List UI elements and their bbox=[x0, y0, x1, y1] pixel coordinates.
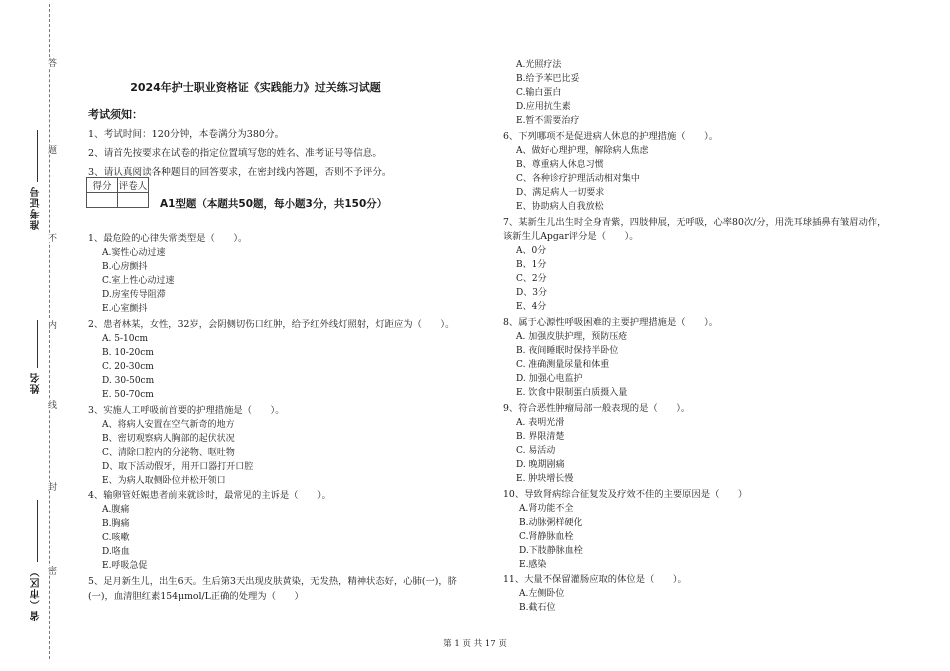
question-stem: 2、患者林某，女性，32岁，会阴侧切伤口红肿，给予红外线灯照射，灯距应为（ ）。 bbox=[88, 319, 455, 330]
score-table bbox=[86, 177, 149, 208]
question-option: C、各种诊疗护理活动相对集中 bbox=[516, 174, 640, 184]
question-option: B、1分 bbox=[516, 260, 547, 270]
question-option: D.咯血 bbox=[102, 547, 130, 557]
notice-item: 2、请首先按要求在试卷的指定位置填写您的姓名、准考证号等信息。 bbox=[88, 148, 382, 159]
field-label-name: 姓名 bbox=[31, 372, 42, 394]
question-option: B. 10-20cm bbox=[102, 348, 154, 358]
question-option: B.截石位 bbox=[519, 603, 556, 613]
field-line-exam-id[interactable] bbox=[37, 130, 38, 182]
question-option: C. 易活动 bbox=[516, 446, 556, 456]
question-option: B、密切观察病人胸部的起伏状况 bbox=[102, 434, 235, 444]
question-option: D. 30-50cm bbox=[102, 376, 155, 386]
question-option: E.感染 bbox=[519, 560, 547, 570]
question-option: A、将病人安置在空气新奇的地方 bbox=[102, 420, 235, 430]
question-option: C、清除口腔内的分泌物、呕吐物 bbox=[102, 448, 235, 458]
question-option: A.肾功能不全 bbox=[519, 504, 574, 514]
question-option: E、4分 bbox=[516, 302, 547, 312]
field-line-name[interactable] bbox=[37, 320, 38, 368]
field-label-province: 省（市区） bbox=[31, 566, 42, 621]
question-stem-continued: (一)，血清胆红素154μmol/L正确的处理为（ ） bbox=[88, 591, 304, 602]
question-option: A.光照疗法 bbox=[516, 60, 562, 70]
question-option: A.窦性心动过速 bbox=[102, 248, 166, 258]
seal-char-xian: 线 bbox=[42, 400, 56, 409]
question-option: B.动脉粥样硬化 bbox=[519, 518, 583, 528]
question-option: C.室上性心动过速 bbox=[102, 276, 175, 286]
question-option: B.胸痛 bbox=[102, 519, 130, 529]
exam-title: 2024年护士职业资格证《实践能力》过关练习试题 bbox=[130, 81, 381, 94]
question-stem: 8、属于心源性呼吸困难的主要护理措施是（ ）。 bbox=[503, 317, 719, 328]
question-stem: 1、最危险的心律失常类型是（ ）。 bbox=[88, 233, 248, 244]
question-option: E.心室颤抖 bbox=[102, 304, 148, 314]
binding-margin bbox=[0, 0, 70, 671]
question-option: A、做好心理护理，解除病人焦虑 bbox=[516, 146, 649, 156]
seal-dashed-line bbox=[49, 4, 50, 659]
question-stem: 4、输卵管妊娠患者前来就诊时，最常见的主诉是（ ）。 bbox=[88, 490, 331, 501]
question-option: D、3分 bbox=[516, 288, 547, 298]
question-stem-continued: 该新生儿Apgar评分是（ ）。 bbox=[503, 231, 639, 242]
seal-char-feng: 封 bbox=[42, 482, 56, 491]
question-option: B、尊重病人休息习惯 bbox=[516, 160, 604, 170]
question-option: E. 肿块增长慢 bbox=[516, 474, 574, 484]
question-stem: 9、符合恶性肿瘤局部一般表现的是（ ）。 bbox=[503, 403, 691, 414]
question-stem: 3、实施人工呼吸前首要的护理措施是（ ）。 bbox=[88, 405, 285, 416]
question-option: C. 20-30cm bbox=[102, 362, 154, 372]
question-option: E. 饮食中限制蛋白质摄入量 bbox=[516, 388, 628, 398]
question-option: D.应用抗生素 bbox=[516, 102, 571, 112]
question-stem: 11、大量不保留灌肠应取的体位是（ ）。 bbox=[503, 574, 687, 585]
question-option: A.腹痛 bbox=[102, 505, 130, 515]
page-footer: 第 1 页 共 17 页 bbox=[443, 639, 507, 649]
question-option: A. 表明光滑 bbox=[516, 418, 565, 428]
question-option: A. 5-10cm bbox=[102, 334, 149, 344]
question-option: C.肾静脉血栓 bbox=[519, 532, 574, 542]
question-stem: 10、导致肾病综合征复发及疗效不佳的主要原因是（ ） bbox=[503, 489, 748, 500]
question-option: D. 加强心电监护 bbox=[516, 374, 583, 384]
question-option: D.房室传导阻滞 bbox=[102, 290, 166, 300]
question-option: C. 准确测量尿量和体重 bbox=[516, 360, 610, 370]
grader-cell[interactable] bbox=[118, 193, 149, 208]
question-option: B. 夜间睡眠时保持半卧位 bbox=[516, 346, 619, 356]
notice-heading: 考试须知： bbox=[88, 108, 143, 121]
field-label-exam-id: 准考证号 bbox=[31, 186, 42, 230]
question-option: E.呼吸急促 bbox=[102, 561, 148, 571]
question-option: E.暂不需要治疗 bbox=[516, 116, 580, 126]
grader-header: 评卷人 bbox=[118, 178, 149, 193]
question-option: C、2分 bbox=[516, 274, 547, 284]
seal-char-mi: 密 bbox=[42, 566, 56, 575]
question-option: A.左侧卧位 bbox=[519, 589, 565, 599]
question-option: D、满足病人一切要求 bbox=[516, 188, 605, 198]
question-option: C.输白蛋白 bbox=[516, 88, 562, 98]
score-cell[interactable] bbox=[87, 193, 118, 208]
notice-item: 3、请认真阅读各种题目的回答要求，在密封线内答题，否则不予评分。 bbox=[88, 167, 392, 178]
question-stem: 5、足月新生儿，出生6天。生后第3天出现皮肤黄染，无发热，精神状态好，心肺(一)，脐 bbox=[88, 576, 457, 587]
question-option: E. 50-70cm bbox=[102, 390, 154, 400]
question-option: B. 界限清楚 bbox=[516, 432, 565, 442]
question-stem: 6、下列哪项不是促进病人休息的护理措施（ ）。 bbox=[503, 131, 719, 142]
question-option: D、取下活动假牙，用开口器打开口腔 bbox=[102, 462, 254, 472]
question-option: A、0分 bbox=[516, 246, 547, 256]
question-option: B.心房颤抖 bbox=[102, 262, 148, 272]
seal-char-nei: 内 bbox=[42, 320, 56, 329]
score-header: 得分 bbox=[87, 178, 118, 193]
question-option: D.下肢静脉血栓 bbox=[519, 546, 583, 556]
question-option: E、协助病人自我放松 bbox=[516, 202, 604, 212]
question-option: B.给予苯巴比妥 bbox=[516, 74, 580, 84]
section-title: A1型题（本题共50题，每小题3分，共150分） bbox=[160, 198, 388, 210]
question-option: A. 加强皮肤护理，预防压疮 bbox=[516, 332, 628, 342]
question-stem: 7、某新生儿出生时全身青紫，四肢伸展，无呼吸，心率80次/分，用洗耳球插鼻有皱眉动作， bbox=[503, 217, 887, 228]
seal-char-ti: 题 bbox=[42, 145, 56, 154]
question-option: E、为病人取侧卧位并松开领口 bbox=[102, 476, 226, 486]
field-line-province[interactable] bbox=[37, 500, 38, 562]
question-option: D. 晚期剧痛 bbox=[516, 460, 565, 470]
question-option: C.咳嗽 bbox=[102, 533, 130, 543]
notice-item: 1、考试时间：120分钟，本卷满分为380分。 bbox=[88, 129, 285, 140]
seal-char-bu: 不 bbox=[42, 233, 56, 242]
seal-char-da: 答 bbox=[42, 58, 56, 67]
